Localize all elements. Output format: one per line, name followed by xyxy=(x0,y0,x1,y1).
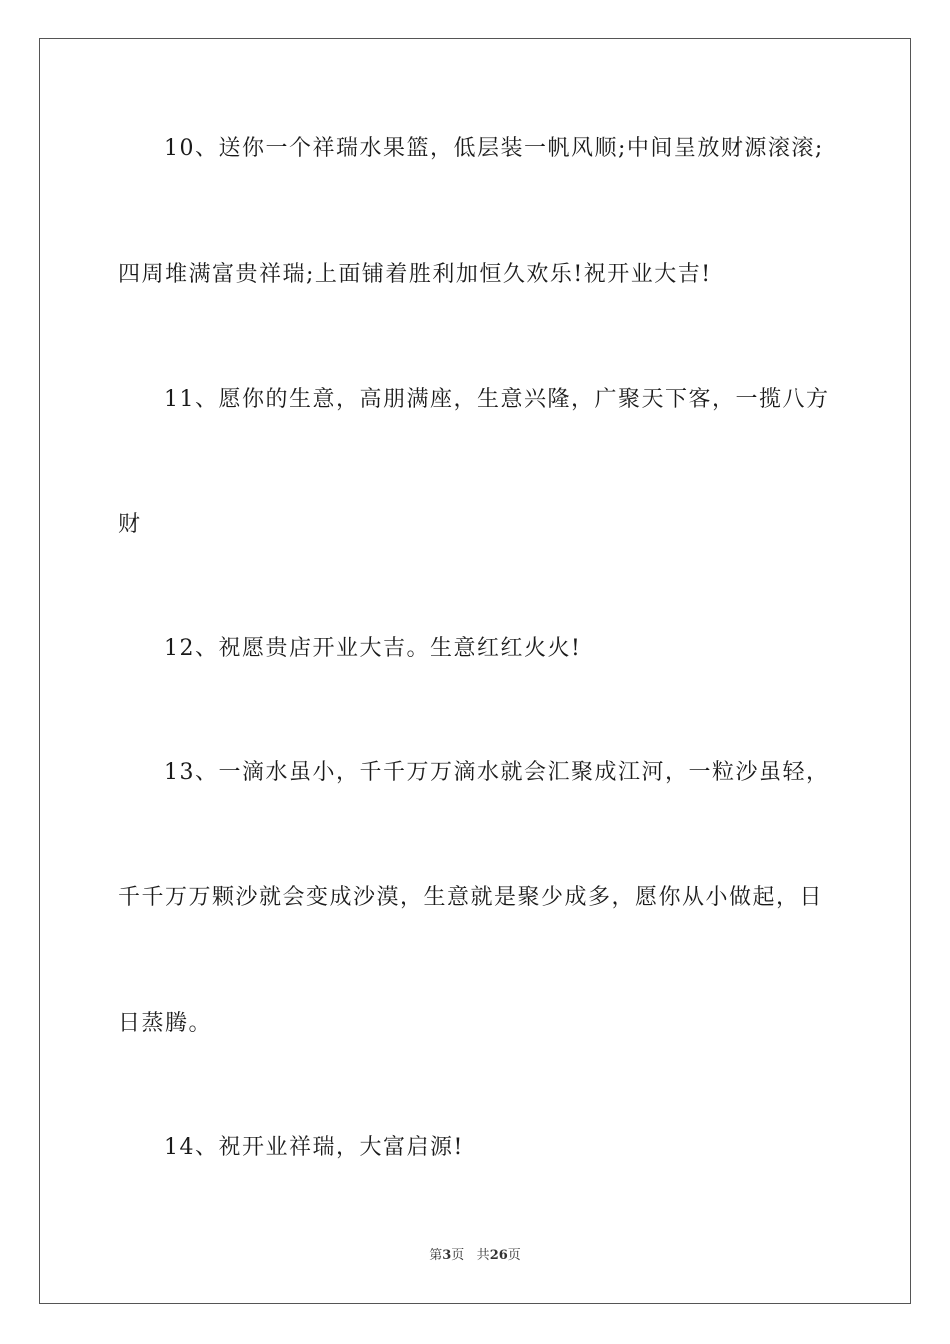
paragraph-13-line-1: 13、一滴水虽小，千千万万滴水就会汇聚成江河，一粒沙虽轻， xyxy=(164,760,830,785)
page-border xyxy=(39,38,911,1304)
page-label-suffix: 页 xyxy=(451,1248,465,1263)
page-footer xyxy=(0,1246,950,1266)
paragraph-14-line-1: 14、祝开业祥瑞，大富启源! xyxy=(164,1135,464,1160)
paragraph-12-line-1: 12、祝愿贵店开业大吉。生意红红火火! xyxy=(164,636,582,661)
page-number: 3 xyxy=(442,1248,452,1263)
paragraph-10-line-1: 10、送你一个祥瑞水果篮，低层装一帆风顺;中间呈放财源滚滚; xyxy=(164,136,824,161)
total-label-prefix: 共 xyxy=(476,1248,490,1263)
paragraph-10-line-2: 四周堆满富贵祥瑞;上面铺着胜利加恒久欢乐!祝开业大吉! xyxy=(118,262,712,287)
total-label-suffix: 页 xyxy=(507,1248,521,1263)
paragraph-11-line-1: 11、愿你的生意，高朋满座，生意兴隆，广聚天下客，一揽八方 xyxy=(164,387,830,412)
paragraph-13-line-3: 日蒸腾。 xyxy=(118,1011,213,1036)
total-pages: 26 xyxy=(489,1248,508,1263)
paragraph-11-line-2: 财 xyxy=(118,512,142,537)
page-label-prefix: 第 xyxy=(429,1248,443,1263)
paragraph-13-line-2: 千千万万颗沙就会变成沙漠，生意就是聚少成多，愿你从小做起，日 xyxy=(118,885,824,910)
